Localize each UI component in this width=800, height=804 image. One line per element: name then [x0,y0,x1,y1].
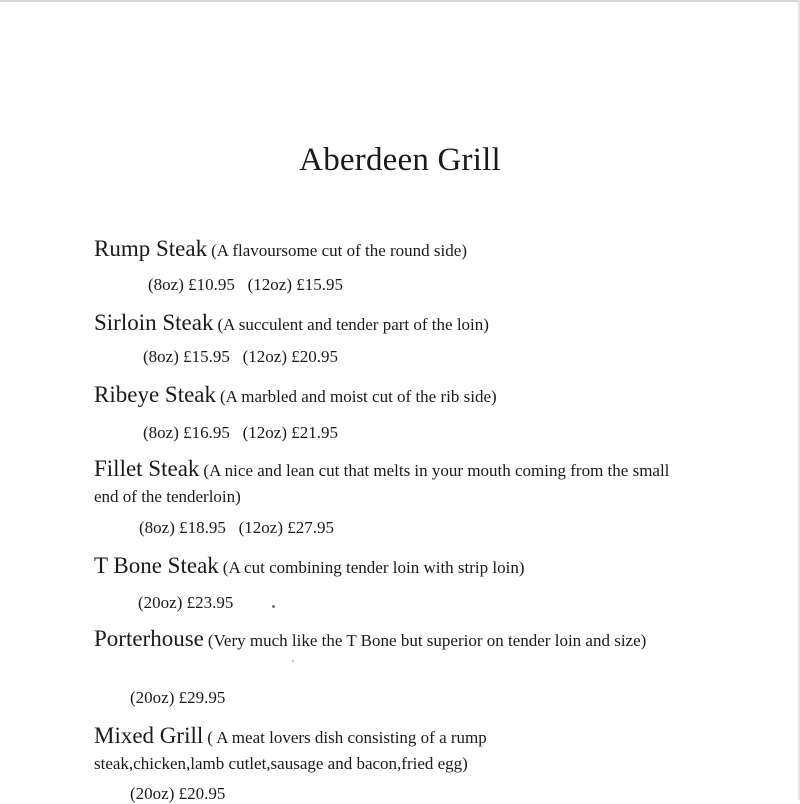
menu-item-porterhouse [94,626,694,654]
menu-item-t-bone-steak [94,553,674,581]
item-name: Rump Steak [94,236,208,261]
scan-speck [292,660,294,662]
item-name: Ribeye Steak [94,382,216,407]
item-prices: (20oz) £29.95 [130,688,226,707]
item-prices: (8oz) £10.95 (12oz) £15.95 [148,275,343,294]
menu-item-sirloin-steak [94,310,674,338]
item-name: Mixed Grill [94,723,204,748]
item-description: (A marbled and moist cut of the rib side) [220,387,497,406]
menu-title: Aberdeen Grill [299,142,501,178]
item-description: (A nice and lean cut that melts in your mouth coming from the small end of the tenderloin) [94,461,670,506]
item-description: ( A meat lovers dish consisting of a rump steak,chicken,lamb cutlet,sausage and bacon,fried egg) [94,728,487,773]
item-prices: (20oz) £23.95 [138,593,234,612]
item-prices: (8oz) £15.95 (12oz) £20.95 [143,347,338,366]
menu-item-mixed-grill [94,723,584,777]
item-description: (A flavoursome cut of the round side) [211,241,467,260]
item-description: (Very much like the T Bone but superior on tender loin and size) [207,631,647,650]
menu-item-rump-steak [94,236,674,264]
item-name: Fillet Steak [94,456,200,481]
item-description: (A succulent and tender part of the loin) [217,315,489,334]
item-name: T Bone Steak [94,553,219,578]
menu-item-fillet-steak [94,456,684,510]
scan-speck [272,605,275,608]
item-name: Sirloin Steak [94,310,214,335]
menu-item-ribeye-steak [94,382,674,410]
item-prices: (8oz) £18.95 (12oz) £27.95 [139,518,334,537]
item-prices: (8oz) £16.95 (12oz) £21.95 [143,423,338,442]
item-description: (A cut combining tender loin with strip loin) [222,558,525,577]
item-prices: (20oz) £20.95 [130,784,226,803]
scan-top-edge [0,0,800,2]
item-name: Porterhouse [94,626,204,651]
